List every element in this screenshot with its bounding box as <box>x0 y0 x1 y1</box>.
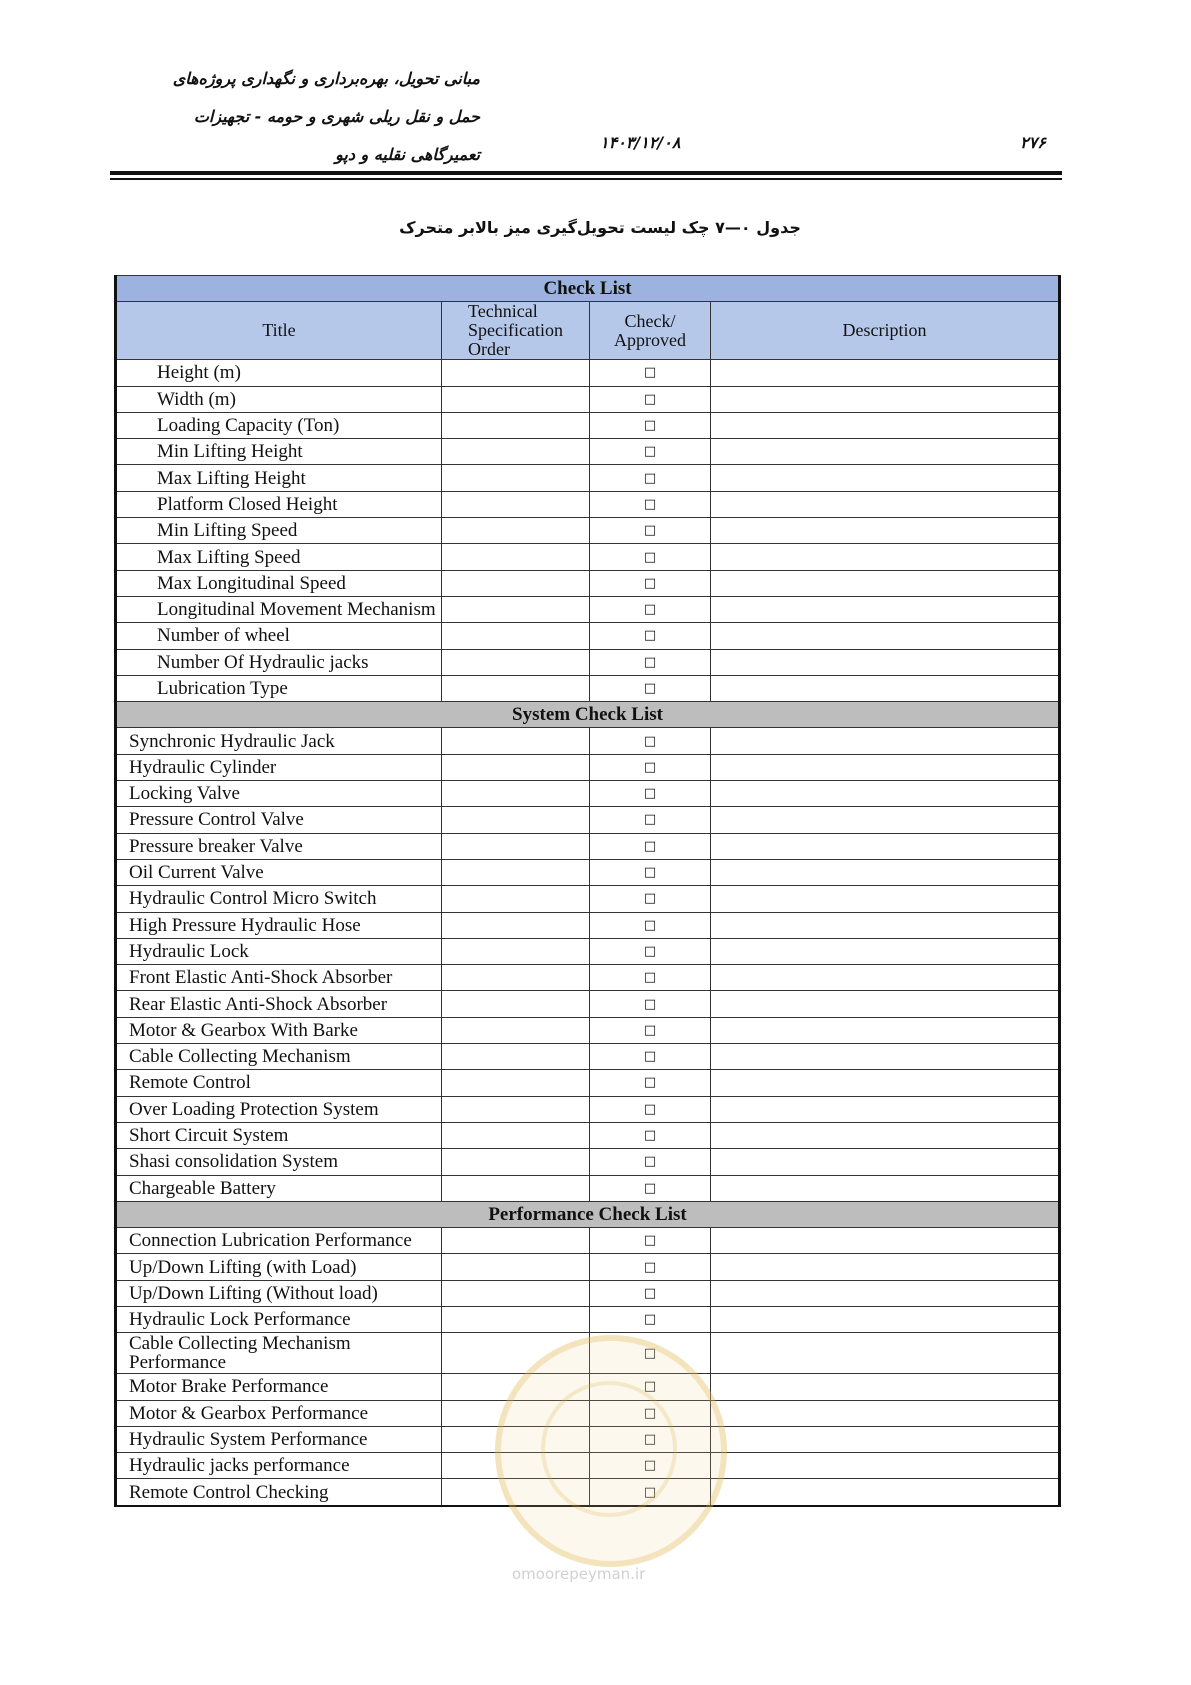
row-title: Min Lifting Height <box>116 439 442 465</box>
approval-checkbox[interactable]: □ <box>590 886 711 912</box>
spec-cell <box>442 728 590 754</box>
spec-cell <box>442 965 590 991</box>
approval-checkbox[interactable]: □ <box>590 1175 711 1201</box>
row-title: Up/Down Lifting (with Load) <box>116 1254 442 1280</box>
spec-cell <box>442 1175 590 1201</box>
table-row <box>116 991 1060 1017</box>
approval-checkbox[interactable]: □ <box>590 991 711 1017</box>
spec-cell <box>442 833 590 859</box>
approval-checkbox[interactable]: □ <box>590 912 711 938</box>
row-title: Locking Valve <box>116 781 442 807</box>
description-cell <box>711 1070 1060 1096</box>
spec-cell <box>442 991 590 1017</box>
table-row <box>116 412 1060 438</box>
description-cell <box>711 1400 1060 1426</box>
table-row <box>116 1228 1060 1254</box>
description-cell <box>711 1453 1060 1479</box>
table-row <box>116 1280 1060 1306</box>
approval-checkbox[interactable]: □ <box>590 518 711 544</box>
row-title: Max Longitudinal Speed <box>116 570 442 596</box>
row-title: High Pressure Hydraulic Hose <box>116 912 442 938</box>
description-cell <box>711 1280 1060 1306</box>
row-title: Pressure Control Valve <box>116 807 442 833</box>
description-cell <box>711 728 1060 754</box>
column-header-title: Title <box>116 302 442 360</box>
row-title: Number of wheel <box>116 623 442 649</box>
row-title: Hydraulic jacks performance <box>116 1453 442 1479</box>
row-title: Connection Lubrication Performance <box>116 1228 442 1254</box>
approval-checkbox[interactable]: □ <box>590 1400 711 1426</box>
spec-cell <box>442 596 590 622</box>
table-row <box>116 1254 1060 1280</box>
spec-cell <box>442 1070 590 1096</box>
description-cell <box>711 1333 1060 1374</box>
approval-checkbox[interactable]: □ <box>590 1096 711 1122</box>
description-cell <box>711 360 1060 386</box>
row-title: Hydraulic Control Micro Switch <box>116 886 442 912</box>
approval-checkbox[interactable]: □ <box>590 623 711 649</box>
description-cell <box>711 754 1060 780</box>
check-list-body <box>116 276 1060 1506</box>
column-header-spec: Technical Specification Order <box>442 302 590 360</box>
table-row <box>116 649 1060 675</box>
page-number: ۲۷۶ <box>1020 133 1046 152</box>
row-title: Over Loading Protection System <box>116 1096 442 1122</box>
table-row <box>116 596 1060 622</box>
table-row <box>116 965 1060 991</box>
description-cell <box>711 1044 1060 1070</box>
approval-checkbox[interactable]: □ <box>590 1017 711 1043</box>
performance-section-header-row <box>116 1201 1060 1227</box>
approval-checkbox[interactable]: □ <box>590 439 711 465</box>
row-title: Hydraulic Lock Performance <box>116 1306 442 1332</box>
description-cell <box>711 965 1060 991</box>
header-date: ۱۴۰۳/۱۲/۰۸ <box>600 133 681 152</box>
description-cell <box>711 1149 1060 1175</box>
header-rule-thin <box>110 178 1062 180</box>
row-title: Rear Elastic Anti-Shock Absorber <box>116 991 442 1017</box>
row-title: Longitudinal Movement Mechanism <box>116 596 442 622</box>
approval-checkbox[interactable]: □ <box>590 965 711 991</box>
approval-checkbox[interactable]: □ <box>590 1122 711 1148</box>
table-row <box>116 1306 1060 1332</box>
spec-cell <box>442 439 590 465</box>
spec-cell <box>442 781 590 807</box>
table-row <box>116 675 1060 701</box>
row-title: Front Elastic Anti-Shock Absorber <box>116 965 442 991</box>
approval-checkbox[interactable]: □ <box>590 570 711 596</box>
table-row <box>116 623 1060 649</box>
approval-checkbox[interactable]: □ <box>590 544 711 570</box>
table-row <box>116 1149 1060 1175</box>
table-row <box>116 386 1060 412</box>
header-line-1: مبانی تحویل، بهره‌برداری و نگهداری پروژه‌های <box>172 69 480 88</box>
row-title: Max Lifting Height <box>116 465 442 491</box>
table-row <box>116 360 1060 386</box>
approval-checkbox[interactable]: □ <box>590 807 711 833</box>
spec-cell <box>442 1044 590 1070</box>
row-title: Max Lifting Speed <box>116 544 442 570</box>
row-title: Remote Control Checking <box>116 1479 442 1506</box>
approval-checkbox[interactable]: □ <box>590 1479 711 1506</box>
spec-cell <box>442 649 590 675</box>
spec-cell <box>442 1228 590 1254</box>
description-cell <box>711 465 1060 491</box>
description-cell <box>711 439 1060 465</box>
description-cell <box>711 1374 1060 1400</box>
row-title: Hydraulic System Performance <box>116 1426 442 1452</box>
row-title: Chargeable Battery <box>116 1175 442 1201</box>
approval-checkbox[interactable]: □ <box>590 728 711 754</box>
row-title: Shasi consolidation System <box>116 1149 442 1175</box>
spec-cell <box>442 886 590 912</box>
row-title: Remote Control <box>116 1070 442 1096</box>
spec-cell <box>442 1096 590 1122</box>
table-title-row <box>116 276 1060 302</box>
table-row <box>116 912 1060 938</box>
spec-cell <box>442 623 590 649</box>
description-cell <box>711 912 1060 938</box>
system-section-header-row <box>116 702 1060 728</box>
spec-cell <box>442 570 590 596</box>
column-header-row <box>116 302 1060 360</box>
table-row <box>116 833 1060 859</box>
approval-checkbox[interactable]: □ <box>590 1044 711 1070</box>
table-row <box>116 859 1060 885</box>
approval-checkbox[interactable]: □ <box>590 1228 711 1254</box>
table-caption: جدول ۰—۷ چک لیست تحویل‌گیری میز بالابر متحرک <box>399 218 801 237</box>
row-title: Loading Capacity (Ton) <box>116 412 442 438</box>
description-cell <box>711 675 1060 701</box>
document-header <box>120 60 480 174</box>
header-line-3: تعمیرگاهی نقلیه و دپو <box>335 145 480 164</box>
spec-cell <box>442 412 590 438</box>
table-row <box>116 807 1060 833</box>
table-row <box>116 465 1060 491</box>
approval-checkbox[interactable]: □ <box>590 859 711 885</box>
table-row <box>116 570 1060 596</box>
description-cell <box>711 649 1060 675</box>
description-cell <box>711 1306 1060 1332</box>
approval-checkbox[interactable]: □ <box>590 465 711 491</box>
column-header-check: Check/ Approved <box>590 302 711 360</box>
system-section-header: System Check List <box>116 702 1060 728</box>
spec-cell <box>442 754 590 780</box>
watermark-seal <box>495 1335 727 1567</box>
spec-cell <box>442 912 590 938</box>
description-cell <box>711 386 1060 412</box>
spec-cell <box>442 465 590 491</box>
approval-checkbox[interactable]: □ <box>590 1374 711 1400</box>
approval-checkbox[interactable]: □ <box>590 1280 711 1306</box>
description-cell <box>711 1228 1060 1254</box>
row-title: Width (m) <box>116 386 442 412</box>
approval-checkbox[interactable]: □ <box>590 754 711 780</box>
row-title: Oil Current Valve <box>116 859 442 885</box>
table-row <box>116 1096 1060 1122</box>
description-cell <box>711 596 1060 622</box>
table-row <box>116 1044 1060 1070</box>
description-cell <box>711 1479 1060 1506</box>
description-cell <box>711 886 1060 912</box>
approval-checkbox[interactable]: □ <box>590 1426 711 1452</box>
description-cell <box>711 1426 1060 1452</box>
approval-checkbox[interactable]: □ <box>590 1333 711 1374</box>
table-row <box>116 544 1060 570</box>
description-cell <box>711 833 1060 859</box>
description-cell <box>711 991 1060 1017</box>
approval-checkbox[interactable]: □ <box>590 1306 711 1332</box>
table-row <box>116 491 1060 517</box>
approval-checkbox[interactable]: □ <box>590 649 711 675</box>
approval-checkbox[interactable]: □ <box>590 675 711 701</box>
approval-checkbox[interactable]: □ <box>590 491 711 517</box>
description-cell <box>711 781 1060 807</box>
table-row <box>116 1070 1060 1096</box>
spec-cell <box>442 859 590 885</box>
row-title: Hydraulic Lock <box>116 938 442 964</box>
description-cell <box>711 1017 1060 1043</box>
spec-cell <box>442 1149 590 1175</box>
description-cell <box>711 623 1060 649</box>
spec-cell <box>442 938 590 964</box>
row-title: Motor & Gearbox With Barke <box>116 1017 442 1043</box>
approval-checkbox[interactable]: □ <box>590 360 711 386</box>
description-cell <box>711 1096 1060 1122</box>
row-title: Min Lifting Speed <box>116 518 442 544</box>
spec-cell <box>442 386 590 412</box>
header-line-2: حمل و نقل ریلی شهری و حومه - تجهیزات <box>193 107 480 126</box>
row-title: Height (m) <box>116 360 442 386</box>
approval-checkbox[interactable]: □ <box>590 596 711 622</box>
row-title: Platform Closed Height <box>116 491 442 517</box>
approval-checkbox[interactable]: □ <box>590 1254 711 1280</box>
table-row <box>116 1175 1060 1201</box>
approval-checkbox[interactable]: □ <box>590 1453 711 1479</box>
table-row <box>116 886 1060 912</box>
row-title: Lubrication Type <box>116 675 442 701</box>
description-cell <box>711 859 1060 885</box>
spec-cell <box>442 807 590 833</box>
spec-cell <box>442 675 590 701</box>
description-cell <box>711 1175 1060 1201</box>
table-row <box>116 439 1060 465</box>
table-row <box>116 938 1060 964</box>
description-cell <box>711 518 1060 544</box>
spec-cell <box>442 1122 590 1148</box>
approval-checkbox[interactable]: □ <box>590 833 711 859</box>
row-title: Pressure breaker Valve <box>116 833 442 859</box>
approval-checkbox[interactable]: □ <box>590 938 711 964</box>
description-cell <box>711 807 1060 833</box>
row-title: Motor Brake Performance <box>116 1374 442 1400</box>
spec-cell <box>442 1017 590 1043</box>
row-title: Cable Collecting Mechanism <box>116 1044 442 1070</box>
row-title: Number Of Hydraulic jacks <box>116 649 442 675</box>
description-cell <box>711 570 1060 596</box>
check-list-table <box>114 275 1061 1507</box>
spec-cell <box>442 1306 590 1332</box>
description-cell <box>711 1122 1060 1148</box>
row-title: Up/Down Lifting (Without load) <box>116 1280 442 1306</box>
row-title: Cable Collecting Mechanism Performance <box>116 1333 442 1374</box>
table-row <box>116 754 1060 780</box>
header-rule-thick <box>110 171 1062 175</box>
approval-checkbox[interactable]: □ <box>590 1070 711 1096</box>
description-cell <box>711 491 1060 517</box>
table-row <box>116 518 1060 544</box>
description-cell <box>711 412 1060 438</box>
spec-cell <box>442 491 590 517</box>
performance-section-header: Performance Check List <box>116 1201 1060 1227</box>
table-title: Check List <box>116 276 1060 302</box>
spec-cell <box>442 544 590 570</box>
table-row <box>116 1017 1060 1043</box>
spec-cell <box>442 1254 590 1280</box>
description-cell <box>711 938 1060 964</box>
row-title: Synchronic Hydraulic Jack <box>116 728 442 754</box>
approval-checkbox[interactable]: □ <box>590 412 711 438</box>
spec-cell <box>442 518 590 544</box>
table-row <box>116 781 1060 807</box>
row-title: Short Circuit System <box>116 1122 442 1148</box>
watermark-text: omoorepeyman.ir <box>512 1565 646 1583</box>
spec-cell <box>442 1280 590 1306</box>
approval-checkbox[interactable]: □ <box>590 1149 711 1175</box>
row-title: Motor & Gearbox Performance <box>116 1400 442 1426</box>
table-row <box>116 728 1060 754</box>
approval-checkbox[interactable]: □ <box>590 781 711 807</box>
column-header-description: Description <box>711 302 1060 360</box>
description-cell <box>711 1254 1060 1280</box>
table-row <box>116 1122 1060 1148</box>
description-cell <box>711 544 1060 570</box>
approval-checkbox[interactable]: □ <box>590 386 711 412</box>
row-title: Hydraulic Cylinder <box>116 754 442 780</box>
spec-cell <box>442 360 590 386</box>
